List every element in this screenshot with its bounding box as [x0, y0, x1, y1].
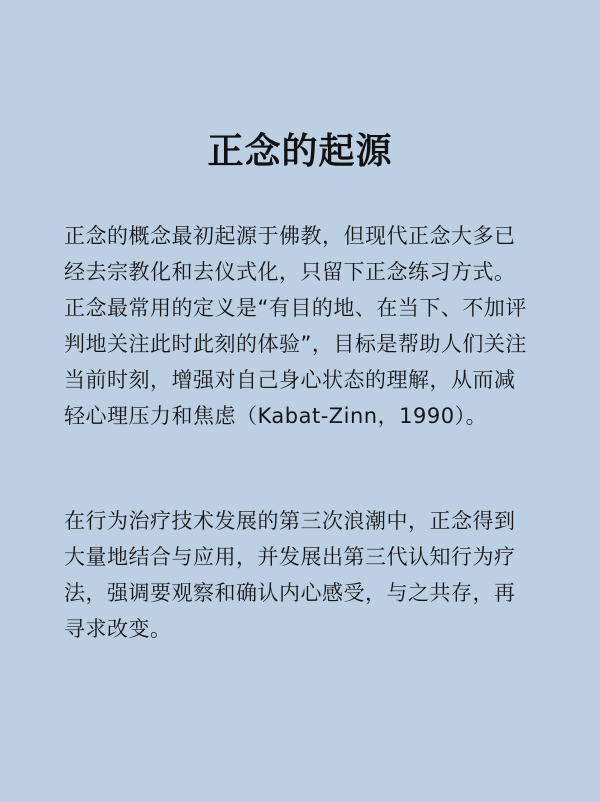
- paragraph-line: 在行为治疗技术发展的第三次浪潮中，正念得到: [64, 509, 516, 533]
- paragraph-line: 当前时刻，增强对自己身心状态的理解，从而减: [64, 368, 516, 392]
- paragraph-line: 轻心理压力和焦虑（Kabat-Zinn，1990）。: [64, 404, 488, 428]
- page-title: 正念的起源: [207, 131, 393, 172]
- paragraph-line: 正念最常用的定义是“有目的地、在当下、不加评: [64, 296, 527, 320]
- paragraph-line: 正念的概念最初起源于佛教，但现代正念大多已: [64, 224, 516, 248]
- paragraph-origin: [64, 218, 544, 434]
- paragraph-line: 大量地结合与应用，并发展出第三代认知行为疗: [64, 545, 516, 569]
- paragraph-line: 判地关注此时此刻的体验”，目标是帮助人们关注: [64, 332, 527, 356]
- paragraph-line: 经去宗教化和去仪式化，只留下正念练习方式。: [64, 260, 516, 284]
- paragraph-line: 寻求改变。: [64, 617, 172, 641]
- paragraph-line: 法，强调要观察和确认内心感受，与之共存，再: [64, 581, 516, 605]
- paragraph-third-wave: [64, 503, 544, 647]
